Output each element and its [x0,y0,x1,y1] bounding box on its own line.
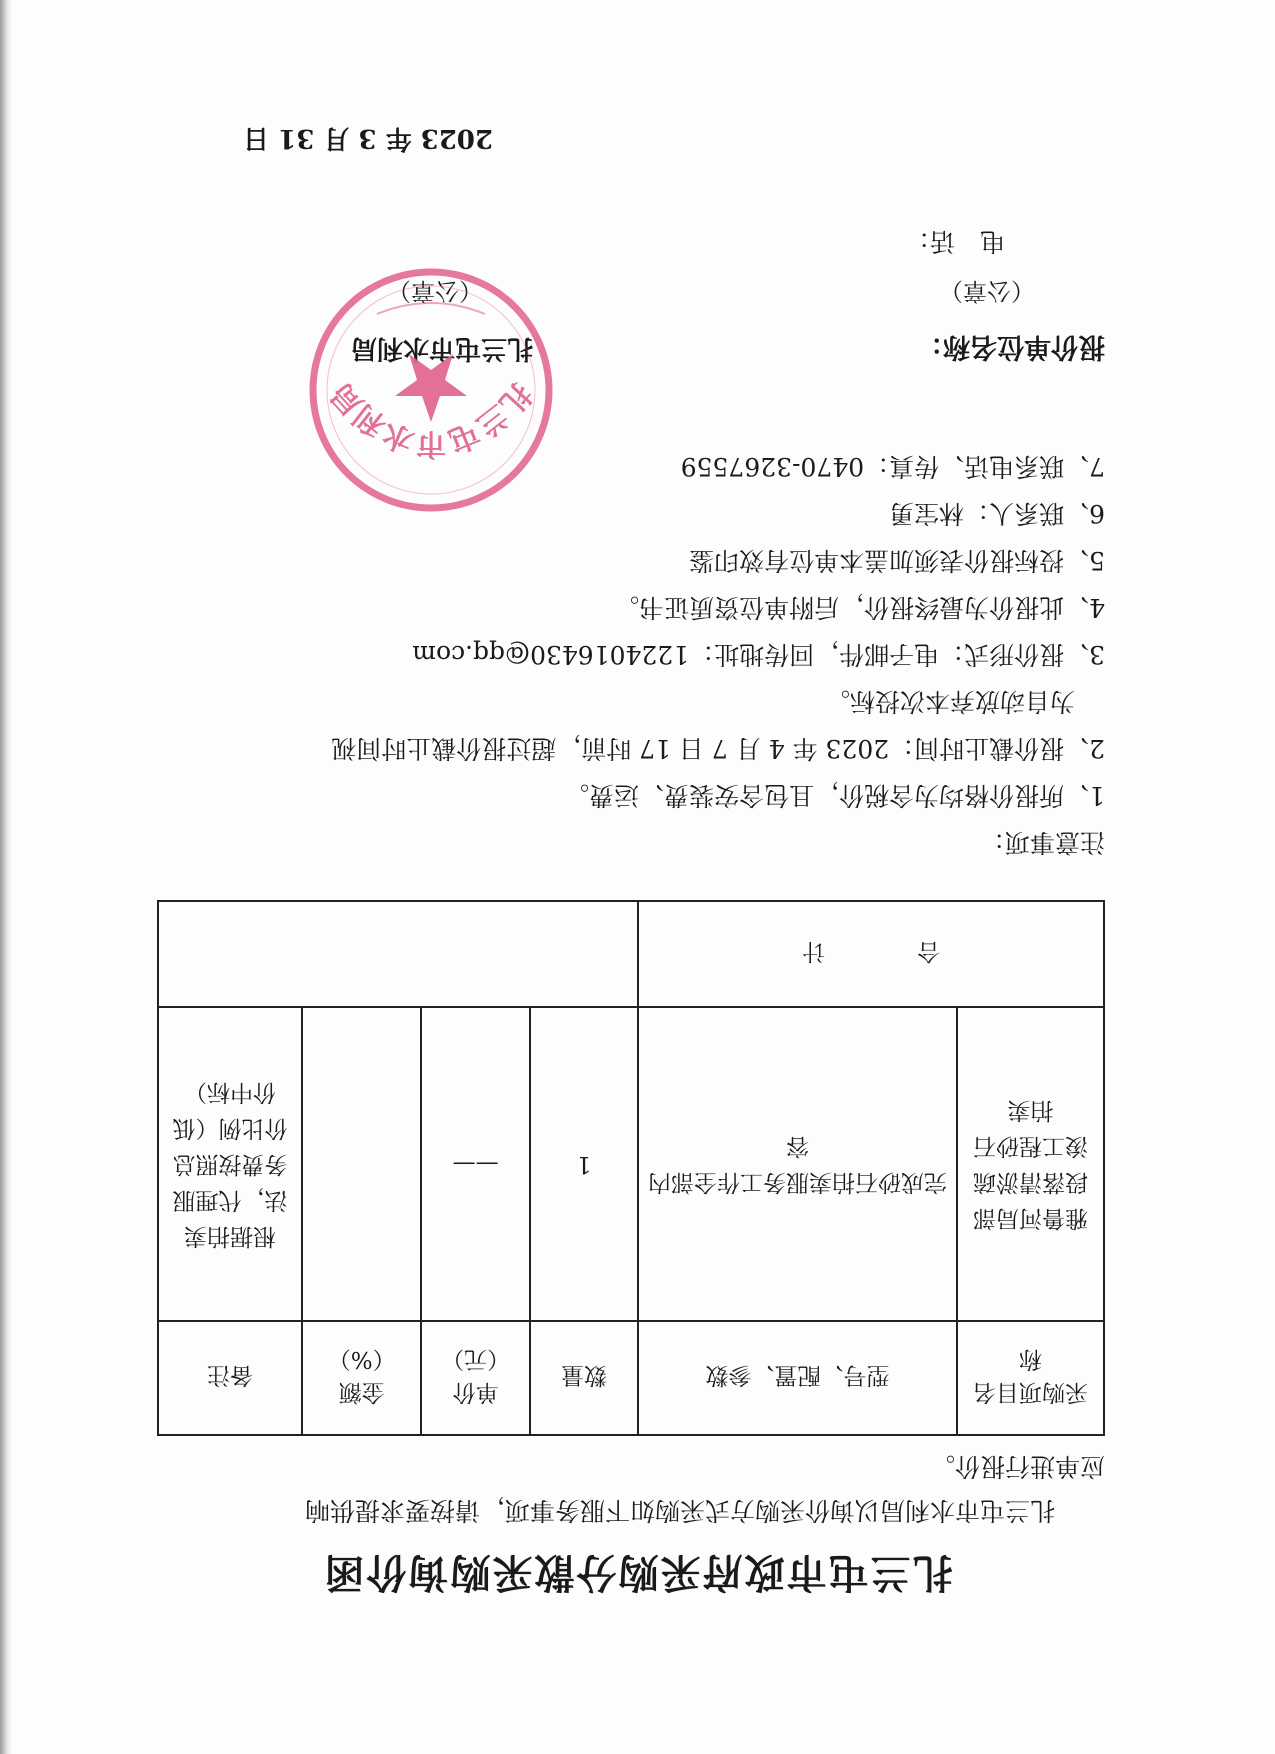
scan-edge-shadow [0,0,12,1754]
note-item-7: 7、联系电话、传真：0470-3267559 [680,452,1105,481]
header-remarks: 备注 [158,1321,302,1435]
note-item-6: 6、联系人：林宝勇 [889,499,1105,528]
document-title: 扎兰屯市政府采购分散采购询价函 [322,1549,953,1596]
seal-lettering: 扎兰屯市水利局 [324,375,538,461]
official-seal [307,266,555,514]
seal-star-icon [395,354,467,422]
bidder-signature-block [904,227,1105,369]
bidder-phone-label: 电 话： [904,227,1005,256]
note-item-5: 5、投标报价表须加盖本单位有效印鉴 [689,546,1105,575]
total-value [158,901,638,1007]
table-header-row [158,1321,1104,1435]
cell-spec: 完成砂石拍卖服务工作全部内容 [638,1007,957,1321]
cell-remarks: 根据拍卖法，代理服务费按照总价比例（低价中标） [158,1007,302,1321]
notes-section [165,443,1105,866]
cell-name: 雅鲁河局部段落清淤疏浚工程砂石拍卖 [957,1007,1104,1321]
intro-paragraph [165,1444,1105,1532]
header-amount: 金额（%） [302,1321,421,1435]
cell-unit-price: —— [421,1007,529,1321]
note-item-2: 2、报价截止时间：2023 年 4 月 7 日 17 时前，超过报价截止时间视 [331,734,1105,763]
note-item-3: 3、报价形式：电子邮件，回传地址：1224016430@qq.com [412,640,1105,669]
issuer-seal-note: （公章） [387,277,483,305]
header-quantity: 数量 [530,1321,638,1435]
table-row [158,1007,1104,1321]
notes-heading: 注意事项： [979,828,1105,857]
cell-amount [302,1007,421,1321]
total-label: 合 计 [638,901,1104,1007]
bidder-name-label: 报价单位名称： [916,331,1105,362]
cell-quantity: 1 [530,1007,638,1321]
note-item-4: 4、此报价为最终报价，后附单位资质证书。 [614,593,1105,622]
quote-table [157,900,1105,1436]
bidder-seal-note: （公章） [939,277,1035,305]
header-unit-price: 单价（元） [421,1321,529,1435]
intro-line-1: 扎兰屯市水利局以询价采购方式采购如下服务事项，请按要求提供响 [304,1496,1055,1525]
issuer-name: 扎兰屯市水利局 [350,333,533,363]
note-item-2-continued: 为自动放弃本次投标。 [824,687,1075,716]
header-spec: 型号、配置、参数 [638,1321,957,1435]
note-item-1: 1、所报价格均为含税价，且包含安装费、运费。 [564,781,1105,810]
header-name: 采购项目名称 [957,1321,1104,1435]
table-total-row [158,901,1104,1007]
intro-line-2: 应单进行报价。 [929,1452,1105,1481]
issue-date: 2023 年 3 月 31 日 [243,123,493,153]
